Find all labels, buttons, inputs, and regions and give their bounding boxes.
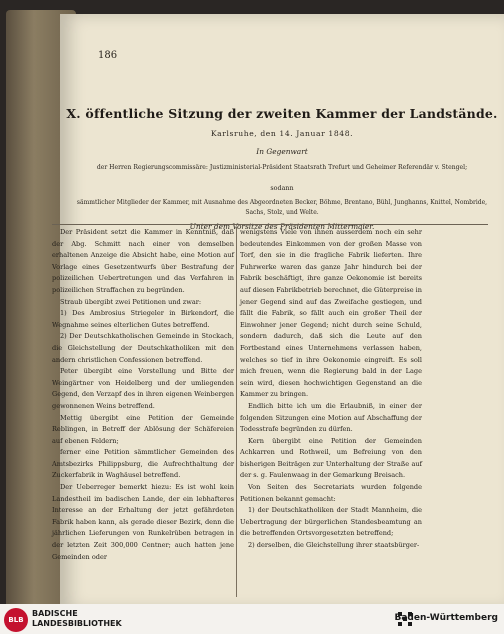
paragraph: Von Seiten des Secretariats wurden folgende Petitionen bekannt gemacht: xyxy=(240,483,422,503)
paragraph: Der Präsident setzt die Kammer in Kenntniß, daß der Abg. Schmitt nach einer von demselben erhaltenen Anzeige die Absicht habe, eine Motion auf Vorlage eines Gesetzentwurfs über Bestrafung der polizeilichen Uebertretungen und das Verfahren in polizeilichen Straffachen zu begründen. xyxy=(52,228,234,294)
paragraph: Der Ueberreger bemerkt hiezu: Es ist wohl kein Landestheil im badischen Lande, der ein lebhafteres Interesse an der Erhaltung der jetzt gefährdeten Fabrik haben kann, als gerade dieser Bezirk, denn die jährlichen Lieferungen von Runkelrüben betragen in der letzten Zeit 300,000 Centner; auch hatten jene Gemeinden oder xyxy=(52,483,234,561)
paragraph: Peter übergibt eine Vorstellung und Bitte der Weingärtner von Heidelberg und der umliegenden Gegend, den Verzapf des in ihren eigenen Weinbergen gewonnenen Weins betreffend. xyxy=(52,367,234,410)
presence-heading: In Gegenwart xyxy=(256,147,308,156)
paragraph: 2) Der Deutschkatholischen Gemeinde in Stockach, die Gleichstellung der Deutschkatholiken mit den andern christlichen Confessionen betreffend. xyxy=(52,332,234,364)
blb-name[interactable] xyxy=(32,609,122,629)
paragraph: Mettig übergibt eine Petition der Gemeinde Reblingen, in Betreff der Ablösung der Schäfereien auf ebenen Feldern; xyxy=(52,413,234,445)
blb-logo-icon[interactable]: BLB xyxy=(4,608,28,632)
paragraph: 1) Des Ambrosius Striegeler in Birkendorf, die Wegnahme seines elterlichen Gutes betreffend. xyxy=(52,309,234,329)
footer-bar xyxy=(0,604,504,634)
sodann-line: sodann xyxy=(270,184,294,192)
paragraph: Kern übergibt eine Petition der Gemeinden Achkarren und Rothweil, um Befreiung von den bisherigen Beiträgen zur Unterhaltung der Straße auf der s. g. Faulenwaag in der Gemarkung Breisach. xyxy=(240,436,422,480)
column-divider xyxy=(236,227,237,597)
paragraph: 1) der Deutschkatholiken der Stadt Mannheim, die Uebertragung der bürgerlichen Standesbeamtung an die betreffenden Ortsvorgesetzten betreffend; xyxy=(240,506,422,538)
paragraph: wenigstens Viele von ihnen ausserdem noch ein sehr bedeutendes Einkommen von der großen Masse von Torf, den sie in die fragliche Fabrik lieferten. Ihre Fuhrwerke waren das ganze Jahr hindurch bei der Fabrik beschäftigt, ihre ganze Oekonomie ist bereits auf diesen Fabrikbetrieb berechnet, die Güterpreise in jener Gegend sind auf das Zweifache gestiegen, und fällt die Fabrik, so fällt auch ein großer Theil der Einwohner jener Gegend; nicht durch seine Schuld, sondern dadurch, daß sich die Leute auf den Fortbestand eines Unternehmens verlassen haben, welches so tief in ihre Oekonomie eingreift. Es soll mich freuen, wenn die Regierung bald in der Lage sein wird, diesen hochwichtigen Gegenstand an die Kammer zu bringen. xyxy=(240,228,422,399)
right-column xyxy=(240,227,422,552)
chair-line: Unter dem Vorsitze des Präsidenten Mittermaier. xyxy=(189,222,375,231)
page-title: X. öffentliche Sitzung der zweiten Kammer der Landstände. xyxy=(66,106,498,121)
blb-name-line1: BADISCHE xyxy=(32,609,78,618)
header-rule xyxy=(52,224,488,225)
paragraph: 2) derselben, die Gleichstellung ihrer staatsbürger- xyxy=(248,541,420,550)
page-number: 186 xyxy=(98,50,118,61)
paragraph: Straub übergibt zwei Petitionen und zwar: xyxy=(60,297,202,306)
left-column xyxy=(52,227,234,563)
bw-name[interactable]: Baden-Württemberg xyxy=(394,613,498,623)
paragraph: Endlich bitte ich um die Erlaubniß, in einer der folgenden Sitzungen eine Motion auf Abschaffung der Todesstrafe begründen zu dürfen. xyxy=(240,401,422,434)
paragraph: ferner eine Petition sämmtlicher Gemeinden des Amtsbezirks Philippsburg, die Aufrechthaltung der Zuckerfabrik in Waghäusel betreffend. xyxy=(52,448,234,480)
session-date: Karlsruhe, den 14. Januar 1848. xyxy=(210,129,354,138)
blb-name-line2: LANDESBIBLIOTHEK xyxy=(32,619,122,628)
members-line: sämmtlicher Mitglieder der Kammer, mit Ausnahme des Abgeordneten Becker, Böhme, Brentano, Bühl, Junghanns, Knittel, Nombride, Sachs, Stolz, und Welte. xyxy=(76,199,488,216)
officials-line: der Herren Regierungscommissäre: Justizministerial-Präsident Staatsrath Trefurt und Geheimer Referendär v. Stengel; xyxy=(96,164,468,171)
